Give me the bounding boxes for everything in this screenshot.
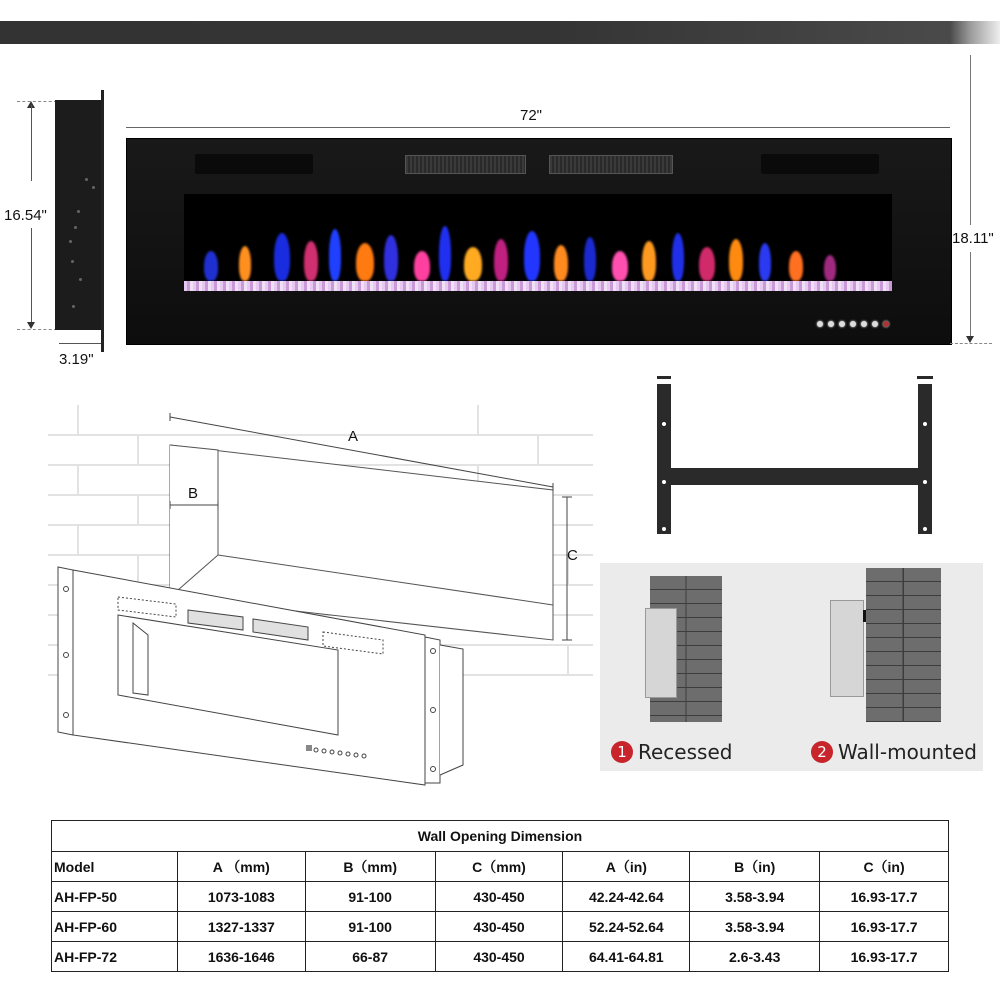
cell: 3.58-3.94 <box>690 912 820 942</box>
number-badge: 2 <box>811 741 833 763</box>
cell: 16.93-17.7 <box>820 882 949 912</box>
heater-grille-right <box>549 155 673 174</box>
cell: 91-100 <box>305 882 435 912</box>
control-button[interactable] <box>861 321 867 327</box>
depth-dim-line <box>59 343 101 344</box>
cell: AH-FP-60 <box>52 912 178 942</box>
table-header-row <box>52 852 949 882</box>
table-row <box>52 942 949 972</box>
option-recessed <box>611 740 732 764</box>
top-banner-bar <box>0 21 1000 44</box>
side-depth-label: 3.19" <box>59 351 94 368</box>
control-button[interactable] <box>817 321 823 327</box>
side-profile <box>55 100 104 330</box>
table-row <box>52 912 949 942</box>
power-button[interactable] <box>883 321 889 327</box>
header-cell: A（in) <box>563 852 690 882</box>
install-options-panel <box>600 563 983 771</box>
cell: 91-100 <box>305 912 435 942</box>
wall-opening-diagram <box>48 405 593 790</box>
number-badge: 1 <box>611 741 633 763</box>
cell: 16.93-17.7 <box>820 912 949 942</box>
dim-guide-top <box>17 101 57 102</box>
header-cell: Model <box>52 852 178 882</box>
header-cell: A （mm) <box>177 852 305 882</box>
left-vent <box>195 154 313 174</box>
control-button[interactable] <box>839 321 845 327</box>
cell: 52.24-52.64 <box>563 912 690 942</box>
height-dim-line <box>970 252 971 338</box>
control-button[interactable] <box>850 321 856 327</box>
crystal-bed <box>184 281 892 291</box>
label-c: C <box>567 547 578 564</box>
front-height-label: 18.11" <box>952 230 994 247</box>
dim-guide-bottom <box>17 329 57 330</box>
cell: 1327-1337 <box>177 912 305 942</box>
mounting-bracket <box>655 376 935 536</box>
table-row <box>52 882 949 912</box>
cell: 16.93-17.7 <box>820 942 949 972</box>
label-a: A <box>348 428 359 445</box>
side-front-panel <box>101 90 104 352</box>
header-cell: B（mm) <box>305 852 435 882</box>
height-dim-line <box>970 55 971 225</box>
cell: 430-450 <box>435 882 563 912</box>
dim-line <box>31 228 32 324</box>
cell: 42.24-42.64 <box>563 882 690 912</box>
cell: 430-450 <box>435 942 563 972</box>
header-cell: B（in) <box>690 852 820 882</box>
option-wall-mounted <box>811 740 977 764</box>
option-label: Recessed <box>638 740 733 764</box>
flame-window <box>184 194 892 291</box>
control-panel <box>817 321 889 327</box>
width-label: 72" <box>520 107 543 124</box>
table-title: Wall Opening Dimension <box>52 821 949 852</box>
recessed-unit <box>645 608 677 698</box>
wall-opening-table <box>51 820 949 972</box>
header-cell: C（mm) <box>435 852 563 882</box>
cell: 1636-1646 <box>177 942 305 972</box>
cell: 430-450 <box>435 912 563 942</box>
control-button[interactable] <box>828 321 834 327</box>
cell: 66-87 <box>305 942 435 972</box>
dim-line <box>31 105 32 181</box>
wall-bricks <box>866 568 941 722</box>
right-vent <box>761 154 879 174</box>
arrow-down-icon <box>966 336 974 343</box>
label-b: B <box>188 485 199 502</box>
control-button[interactable] <box>872 321 878 327</box>
bracket-piece <box>863 610 866 622</box>
wall-mounted-unit <box>830 600 864 697</box>
arrow-down-icon <box>27 322 35 329</box>
cell: AH-FP-72 <box>52 942 178 972</box>
cell: 1073-1083 <box>177 882 305 912</box>
dim-guide <box>950 343 992 344</box>
side-height-label: 16.54" <box>4 207 47 224</box>
option-label: Wall-mounted <box>838 740 977 764</box>
width-dim-line <box>126 127 950 128</box>
fireplace-front <box>126 138 952 345</box>
cell: 64.41-64.81 <box>563 942 690 972</box>
header-cell: C（in) <box>820 852 949 882</box>
heater-grille-left <box>405 155 526 174</box>
cell: 2.6-3.43 <box>690 942 820 972</box>
cell: AH-FP-50 <box>52 882 178 912</box>
cell: 3.58-3.94 <box>690 882 820 912</box>
